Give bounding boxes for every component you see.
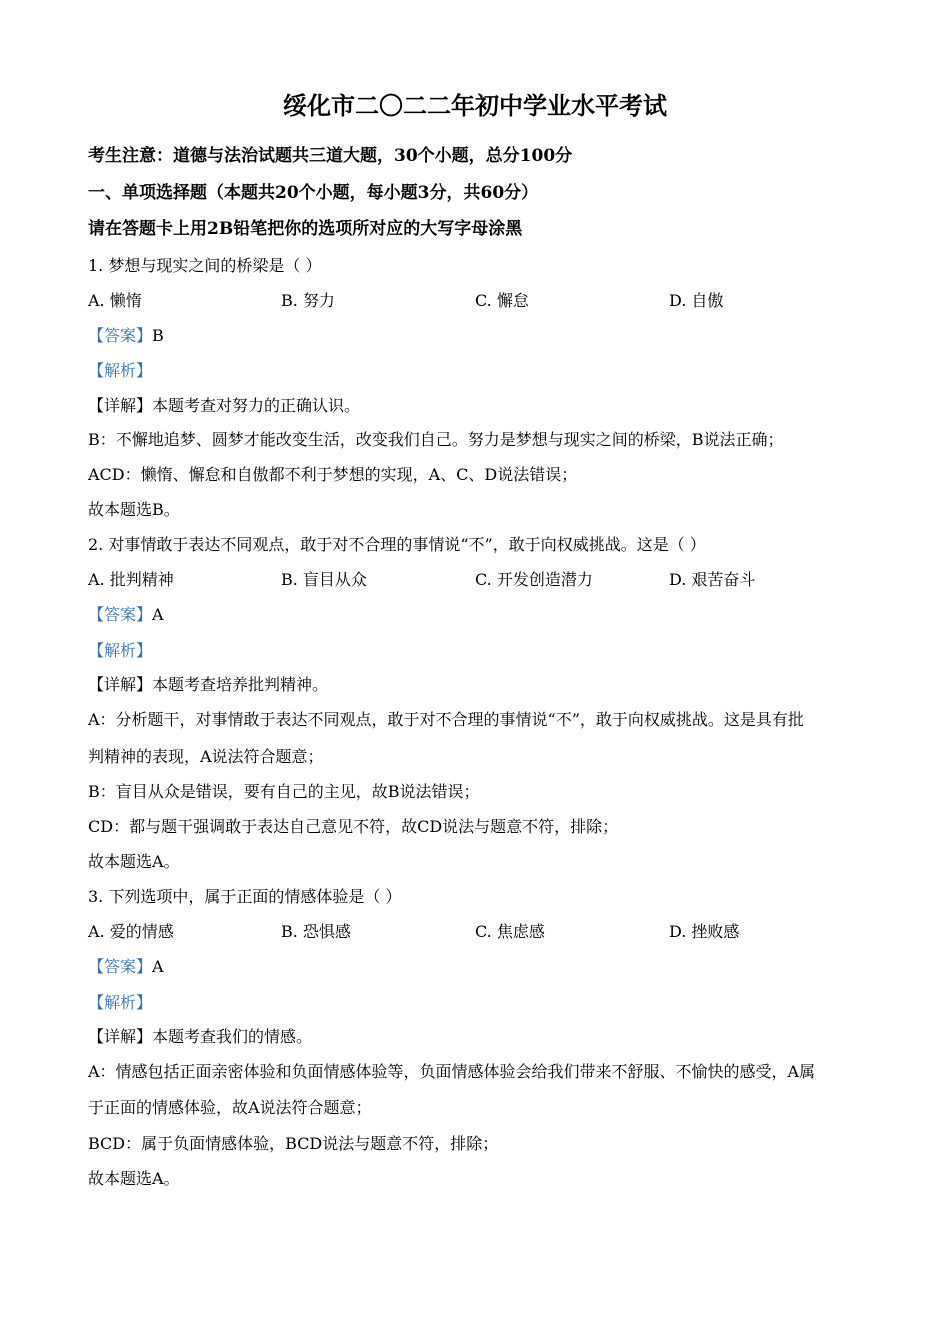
answer-tag: 【答案】 xyxy=(88,957,153,976)
q3-answer-value: A xyxy=(152,957,164,976)
q1-option-a: A. 懒惰 xyxy=(88,291,142,310)
instruction: 请在答题卡上用2B铅笔把你的选项所对应的大写字母涂黑 xyxy=(88,219,523,239)
q1-option-b: B. 努力 xyxy=(281,291,335,310)
question-stem-3: 3. 下列选项中，属于正面的情感体验是（ ） xyxy=(88,887,402,906)
q2-detail-line: 故本题选A。 xyxy=(88,852,180,871)
exam-title: 绥化市二〇二二年初中学业水平考试 xyxy=(283,91,667,120)
q2-detail-line: A：分析题干，对事情敢于表达不同观点，敢于对不合理的事情说“不”，敢于向权威挑战。这是具有批 xyxy=(88,710,804,729)
question-stem-2: 2. 对事情敢于表达不同观点，敢于对不合理的事情说“不”，敢于向权威挑战。这是（ ） xyxy=(88,535,706,554)
q3-detail-line: BCD：属于负面情感体验，BCD说法与题意不符，排除； xyxy=(88,1134,499,1153)
q2-option-b: B. 盲目从众 xyxy=(281,570,367,589)
q2-detail-line: 【详解】本题考查培养批判精神。 xyxy=(88,675,329,694)
q1-answer-line xyxy=(88,324,858,348)
q2-detail-line: CD：都与题干强调敢于表达自己意见不符，故CD说法与题意不符，排除； xyxy=(88,817,619,836)
q2-option-d: D. 艰苦奋斗 xyxy=(669,570,756,589)
q1-detail-line: 【详解】本题考查对努力的正确认识。 xyxy=(88,396,361,415)
q2-detail-line: 判精神的表现，A说法符合题意； xyxy=(88,747,324,766)
q3-option-a: A. 爱的情感 xyxy=(88,922,174,941)
q3-answer-line xyxy=(88,955,858,979)
q3-detail-line: 【详解】本题考查我们的情感。 xyxy=(88,1027,313,1046)
exam-notice: 考生注意：道德与法治试题共三道大题，30个小题，总分100分 xyxy=(88,146,573,166)
question-stem-1: 1. 梦想与现实之间的桥梁是（ ） xyxy=(88,256,322,275)
q3-option-d: D. 挫败感 xyxy=(669,922,740,941)
q1-analysis-tag: 【解析】 xyxy=(88,361,153,380)
q3-detail-line: 于正面的情感体验，故A说法符合题意； xyxy=(88,1098,372,1117)
q2-answer-line xyxy=(88,603,858,627)
q1-option-d: D. 自傲 xyxy=(669,291,724,310)
q3-detail-line: A：情感包括正面亲密体验和负面情感体验等，负面情感体验会给我们带来不舒服、不愉快的感受，A属 xyxy=(88,1062,816,1081)
answer-tag: 【答案】 xyxy=(88,605,153,624)
q2-analysis-tag: 【解析】 xyxy=(88,641,153,660)
q1-option-c: C. 懈怠 xyxy=(475,291,529,310)
q1-answer-value: B xyxy=(152,326,164,345)
q3-option-c: C. 焦虑感 xyxy=(475,922,545,941)
q3-detail-line: 故本题选A。 xyxy=(88,1169,180,1188)
q2-option-c: C. 开发创造潜力 xyxy=(475,570,593,589)
q2-option-a: A. 批判精神 xyxy=(88,570,174,589)
section-heading: 一、单项选择题（本题共20个小题，每小题3分，共60分） xyxy=(88,183,539,203)
q1-detail-line: B：不懈地追梦、圆梦才能改变生活，改变我们自己。努力是梦想与现实之间的桥梁，B说法正确； xyxy=(88,430,784,449)
q1-detail-line: 故本题选B。 xyxy=(88,500,180,519)
q2-detail-line: B：盲目从众是错误，要有自己的主见，故B说法错误； xyxy=(88,782,480,801)
q3-analysis-tag: 【解析】 xyxy=(88,993,153,1012)
answer-tag: 【答案】 xyxy=(88,326,153,345)
q2-answer-value: A xyxy=(152,605,164,624)
q3-option-b: B. 恐惧感 xyxy=(281,922,351,941)
q1-detail-line: ACD：懒惰、懈怠和自傲都不利于梦想的实现，A、C、D说法错误； xyxy=(88,465,578,484)
